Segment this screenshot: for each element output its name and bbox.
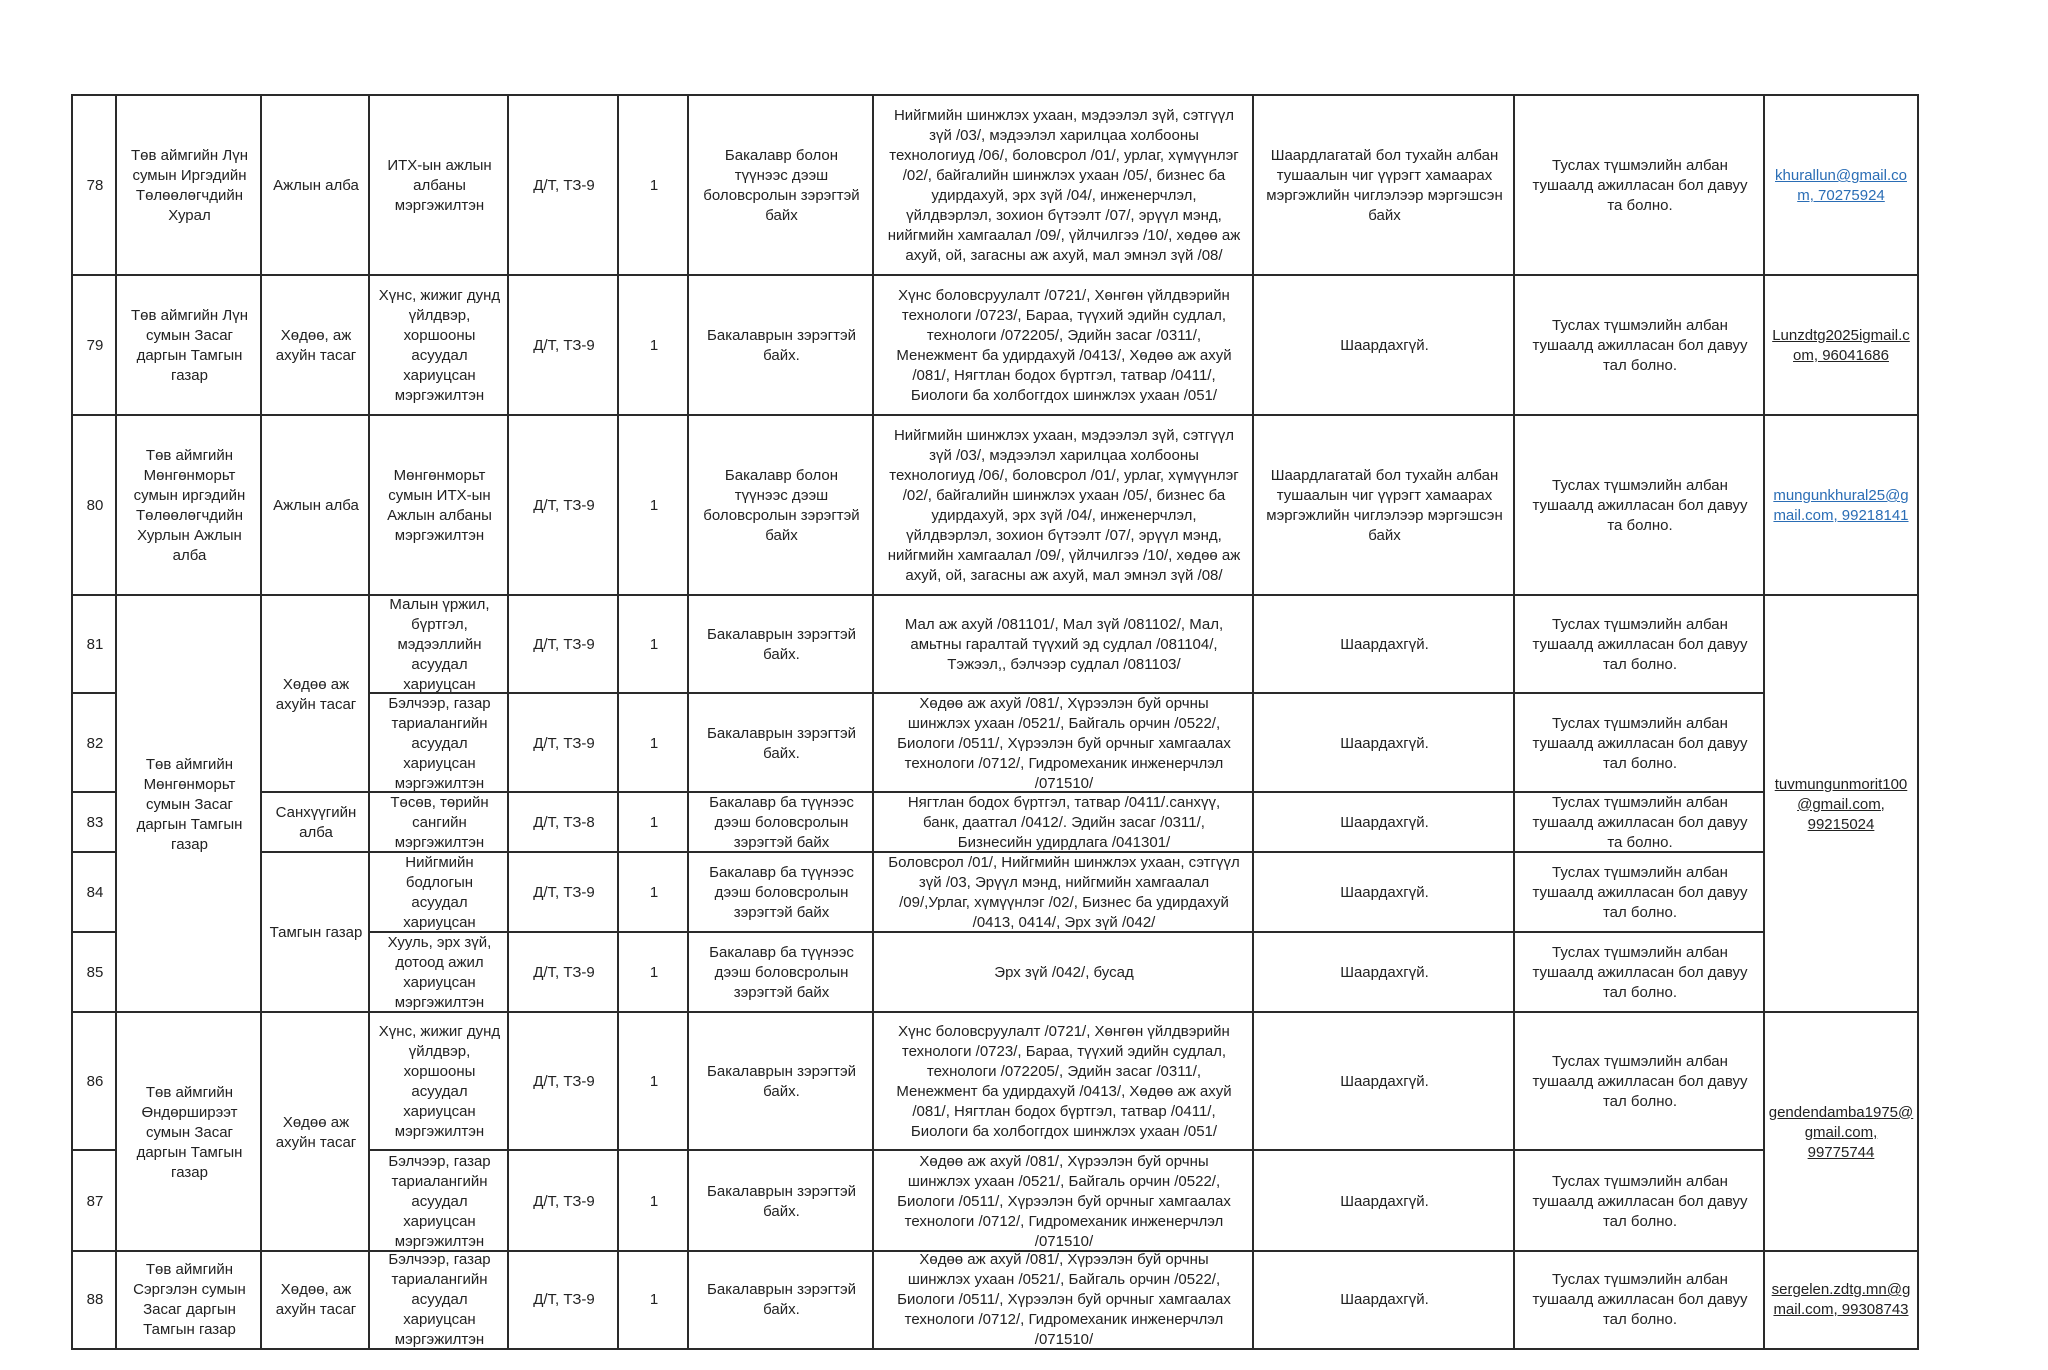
- education-text: Бакалаврын зэрэгтэй байх.: [707, 626, 856, 663]
- row-number-cell: [71, 1149, 117, 1252]
- experience-text-cell: [1513, 692, 1765, 793]
- rank-text: Д/Т, ТЗ-9: [533, 964, 595, 981]
- row-number-cell: [71, 1250, 117, 1350]
- experience-text: Туслах түшмэлийн албан тушаалд ажилласан бол давуу тал болно.: [1532, 864, 1748, 921]
- qualification-text-cell: [1252, 594, 1515, 694]
- rank-text-cell: [507, 791, 619, 853]
- unit-text: Санхүүгийн алба: [275, 804, 357, 841]
- unit-text-cell: [260, 1011, 370, 1252]
- qualification-text: Шаардахгүй.: [1340, 1291, 1429, 1308]
- education-text-cell: [687, 94, 874, 276]
- position-text-cell: [368, 274, 509, 416]
- row-number-cell: [71, 851, 117, 933]
- education-text-cell: [687, 274, 874, 416]
- profession-text: Хүнс боловсруулалт /0721/, Хөнгөн үйлдвэрийн технологи /0723/, Бараа, түүхий эдийн судлал, технологи /072205/, Эдийн засаг /0311/, Менежмент ба удирдахуй /0413/, Хөдөө аж ахуй /081/, Нягтлан бодох бүртгэл, татвар /0411/, Биологи ба холбоггдох шинжлэх ухаан /051/: [896, 287, 1232, 404]
- unit-text: Ажлын алба: [273, 177, 359, 194]
- position-text: Малын үржил, бүртгэл, мэдээллийн асуудал хариуцсан: [389, 596, 490, 693]
- qualification-text-cell: [1252, 414, 1515, 596]
- experience-text: Туслах түшмэлийн албан тушаалд ажилласан бол давуу тал болно.: [1532, 616, 1748, 673]
- profession-text: Хөдөө аж ахуй /081/, Хүрээлэн буй орчны шинжлэх ухаан /0521/, Байгаль орчин /0522/, Биологи /0511/, Хүрээлэн буй орчныг хамгаалах технологи /0712/, Гидромеханик инженерчлэл /071510/: [897, 1152, 1231, 1250]
- education-text: Бакалавр ба түүнээс дээш боловсролын зэрэгтэй байх: [709, 944, 854, 1001]
- experience-text-cell: [1513, 1250, 1765, 1350]
- unit-text-cell: [260, 851, 370, 1013]
- experience-text-cell: [1513, 274, 1765, 416]
- count-text: 1: [649, 964, 659, 981]
- position-text: Бэлчээр, газар тариалангийн асуудал хариуцсан мэргэжилтэн: [388, 694, 491, 792]
- position-text: Бэлчээр, газар тариалангийн асуудал хариуцсан мэргэжилтэн: [388, 1251, 491, 1348]
- org-text: Төв аймгийн Лүн сумын Засаг даргын Тамгын газар: [131, 307, 248, 384]
- profession-text-cell: [872, 1011, 1254, 1151]
- count-text: 1: [649, 337, 659, 354]
- position-text: Хууль, эрх зүй, дотоод ажил хариуцсан мэргэжилтэн: [387, 934, 492, 1011]
- rank-text: Д/Т, ТЗ-9: [533, 497, 595, 514]
- position-text: Нийгмийн бодлогын асуудал хариуцсан: [403, 854, 476, 931]
- row-number: 79: [86, 337, 104, 354]
- row-number: 80: [86, 497, 104, 514]
- qualification-text: Шаардахгүй.: [1340, 884, 1429, 901]
- count-text: 1: [649, 1291, 659, 1308]
- position-text-cell: [368, 414, 509, 596]
- education-text: Бакалаврын зэрэгтэй байх.: [707, 1281, 856, 1318]
- qualification-text: Шаардахгүй.: [1340, 337, 1429, 354]
- unit-text-cell: [260, 414, 370, 596]
- rank-text-cell: [507, 414, 619, 596]
- qualification-text-cell: [1252, 692, 1515, 793]
- unit-text: Хөдөө аж ахуйн тасаг: [275, 1113, 357, 1151]
- row-number-cell: [71, 414, 117, 596]
- count-text: 1: [649, 814, 659, 831]
- education-text-cell: [687, 414, 874, 596]
- row-number-cell: [71, 94, 117, 276]
- profession-text-cell: [872, 414, 1254, 596]
- position-text: Хүнс, жижиг дунд үйлдвэр, хоршооны асуудал хариуцсан мэргэжилтэн: [378, 287, 501, 404]
- org-text-cell: [115, 414, 262, 596]
- experience-text-cell: [1513, 1011, 1765, 1151]
- experience-text: Туслах түшмэлийн албан тушаалд ажилласан бол давуу тал болно.: [1532, 1271, 1748, 1328]
- org-text: Төв аймгийн Мөнгөнморьт сумын Засаг даргын Тамгын газар: [136, 755, 243, 853]
- rank-text: Д/Т, ТЗ-9: [533, 734, 595, 752]
- contact-text[interactable]: khurallun@gmail.co m, 70275924: [1775, 167, 1907, 204]
- experience-text: Туслах түшмэлийн албан тушаалд ажилласан бол давуу тал болно.: [1532, 1053, 1748, 1110]
- qualification-text: Шаардахгүй.: [1340, 964, 1429, 981]
- education-text: Бакалаврын зэрэгтэй байх.: [707, 327, 856, 364]
- contact-text[interactable]: sergelen.zdtg.mn@g mail.com, 99308743: [1771, 1281, 1911, 1318]
- count-text-cell: [617, 1011, 689, 1151]
- qualification-text-cell: [1252, 931, 1515, 1013]
- qualification-text: Шаардахгүй.: [1340, 1073, 1429, 1090]
- education-text-cell: [687, 1011, 874, 1151]
- profession-text: Эрх зүй /042/, бусад: [994, 964, 1134, 981]
- contact-text-cell: [1763, 414, 1919, 596]
- count-text: 1: [649, 497, 659, 514]
- position-text: ИТХ-ын ажлын албаны мэргэжилтэн: [387, 157, 492, 214]
- rank-text: Д/Т, ТЗ-9: [533, 1192, 595, 1210]
- experience-text-cell: [1513, 414, 1765, 596]
- rank-text: Д/Т, ТЗ-9: [533, 337, 595, 354]
- count-text: 1: [649, 1192, 659, 1210]
- qualification-text: Шаардахгүй.: [1340, 636, 1429, 653]
- experience-text: Туслах түшмэлийн албан тушаалд ажилласан бол давуу тал болно.: [1532, 944, 1748, 1001]
- qualification-text-cell: [1252, 274, 1515, 416]
- count-text: 1: [649, 1073, 659, 1090]
- row-number-cell: [71, 594, 117, 694]
- row-number: 83: [86, 814, 104, 831]
- experience-text-cell: [1513, 594, 1765, 694]
- unit-text-cell: [260, 594, 370, 793]
- contact-text[interactable]: gendendamba1975@ gmail.com, 99775744: [1768, 1103, 1914, 1161]
- rank-text: Д/Т, ТЗ-9: [533, 177, 595, 194]
- row-number-cell: [71, 692, 117, 793]
- org-text-cell: [115, 274, 262, 416]
- education-text-cell: [687, 692, 874, 793]
- count-text-cell: [617, 692, 689, 793]
- qualification-text: Шаардахгүй.: [1340, 1192, 1429, 1210]
- org-text-cell: [115, 594, 262, 1013]
- qualification-text-cell: [1252, 791, 1515, 853]
- count-text-cell: [617, 851, 689, 933]
- qualification-text-cell: [1252, 1250, 1515, 1350]
- profession-text-cell: [872, 94, 1254, 276]
- experience-text: Туслах түшмэлийн албан тушаалд ажилласан бол давуу та болно.: [1532, 157, 1748, 214]
- education-text-cell: [687, 1250, 874, 1350]
- count-text-cell: [617, 94, 689, 276]
- profession-text-cell: [872, 594, 1254, 694]
- row-number: 78: [86, 177, 104, 194]
- row-number-cell: [71, 1011, 117, 1151]
- experience-text-cell: [1513, 791, 1765, 853]
- unit-text: Хөдөө, аж ахуйн тасаг: [275, 327, 357, 364]
- unit-text-cell: [260, 791, 370, 853]
- row-number: 86: [86, 1073, 104, 1090]
- profession-text: Хөдөө аж ахуй /081/, Хүрээлэн буй орчны шинжлэх ухаан /0521/, Байгаль орчин /0522/, Биологи /0511/, Хүрээлэн буй орчныг хамгаалах технологи /0712/, Гидромеханик инженерчлэл /071510/: [897, 694, 1231, 792]
- unit-text: Хөдөө аж ахуйн тасаг: [275, 675, 357, 713]
- rank-text-cell: [507, 274, 619, 416]
- position-text: Бэлчээр, газар тариалангийн асуудал хариуцсан мэргэжилтэн: [388, 1152, 491, 1250]
- count-text: 1: [649, 734, 659, 752]
- experience-text-cell: [1513, 1149, 1765, 1252]
- position-text: Төсөв, төрийн сангийн мэргэжилтэн: [390, 794, 489, 851]
- row-number-cell: [71, 274, 117, 416]
- count-text-cell: [617, 791, 689, 853]
- profession-text: Нийгмийн шинжлэх ухаан, мэдээлэл зүй, сэтгүүл зүй /03/, мэдээлэл харилцаа холбооны технологиуд /06/, боловсрол /01/, урлаг, хүмүүнлэг /02/, байгалийн шинжлэх ухаан /05/, бизнес ба удирдахуй, эрх зүй /04/, инженерчлэл, үйлдвэрлэл, зохион бүтээлт /07/, эрүүл мэнд, нийгмийн хамгаалал /09/, үйлчилгээ /10/, хөдөө аж ахуй, ой, загасны аж ахуй, мал эмнэл зүй /08/: [887, 107, 1241, 264]
- rank-text-cell: [507, 1250, 619, 1350]
- position-text: Хүнс, жижиг дунд үйлдвэр, хоршооны асуудал хариуцсан мэргэжилтэн: [378, 1023, 501, 1140]
- qualification-text: Шаардахгүй.: [1340, 734, 1429, 752]
- qualification-text: Шаардахгүй.: [1340, 814, 1429, 831]
- profession-text-cell: [872, 851, 1254, 933]
- education-text: Бакалаврын зэрэгтэй байх.: [707, 1063, 856, 1100]
- experience-text: Туслах түшмэлийн албан тушаалд ажилласан бол давуу та болно.: [1532, 477, 1748, 534]
- count-text-cell: [617, 931, 689, 1013]
- org-text-cell: [115, 94, 262, 276]
- experience-text-cell: [1513, 851, 1765, 933]
- vacancy-table: [71, 94, 1919, 1350]
- education-text-cell: [687, 594, 874, 694]
- qualification-text-cell: [1252, 94, 1515, 276]
- experience-text: Туслах түшмэлийн албан тушаалд ажилласан бол давуу та болно.: [1532, 794, 1748, 851]
- education-text: Бакалавр болон түүнээс дээш боловсролын зэрэгтэй байх: [703, 467, 860, 544]
- rank-text: Д/Т, ТЗ-9: [533, 1073, 595, 1090]
- qualification-text-cell: [1252, 851, 1515, 933]
- count-text-cell: [617, 1250, 689, 1350]
- profession-text-cell: [872, 274, 1254, 416]
- profession-text: Мал аж ахуй /081101/, Мал зүй /081102/, Мал, амьтны гаралтай түүхий эд судлал /081104/, Тэжээл,, бэлчээр судлал /081103/: [904, 616, 1224, 673]
- contact-text[interactable]: mungunkhural25@g mail.com, 99218141: [1773, 487, 1909, 524]
- contact-text[interactable]: Lunzdtg2025igmail.c om, 96041686: [1772, 327, 1910, 364]
- profession-text: Хүнс боловсруулалт /0721/, Хөнгөн үйлдвэрийн технологи /0723/, Бараа, түүхий эдийн судлал, технологи /072205/, Эдийн засаг /0311/, Менежмент ба удирдахуй /0413/, Хөдөө аж ахуй /081/, Нягтлан бодох бүртгэл, татвар /0411/, Биологи ба холбоггдох шинжлэх ухаан /051/: [896, 1023, 1232, 1140]
- count-text-cell: [617, 1149, 689, 1252]
- row-number-cell: [71, 931, 117, 1013]
- row-number: 88: [86, 1291, 104, 1308]
- education-text-cell: [687, 931, 874, 1013]
- position-text-cell: [368, 594, 509, 694]
- position-text: Мөнгөнморьт сумын ИТХ-ын Ажлын албаны мэргэжилтэн: [387, 467, 492, 544]
- unit-text-cell: [260, 274, 370, 416]
- position-text-cell: [368, 1250, 509, 1350]
- experience-text-cell: [1513, 94, 1765, 276]
- education-text: Бакалавр ба түүнээс дээш боловсролын зэрэгтэй байх: [709, 794, 854, 851]
- contact-text-cell: [1763, 274, 1919, 416]
- profession-text: Нягтлан бодох бүртгэл, татвар /0411/.санхүү, банк, даатгал /0412/. Эдийн засаг /0311/, Бизнесийн удирдлага /041301/: [907, 794, 1221, 851]
- education-text-cell: [687, 851, 874, 933]
- org-text: Төв аймгийн Өндөрширээт сумын Засаг даргын Тамгын газар: [136, 1083, 243, 1181]
- count-text-cell: [617, 414, 689, 596]
- count-text-cell: [617, 274, 689, 416]
- qualification-text-cell: [1252, 1011, 1515, 1151]
- education-text-cell: [687, 1149, 874, 1252]
- position-text-cell: [368, 931, 509, 1013]
- row-number: 81: [86, 636, 104, 653]
- row-number: 85: [86, 964, 104, 981]
- row-number: 87: [86, 1192, 104, 1210]
- count-text-cell: [617, 594, 689, 694]
- rank-text-cell: [507, 1011, 619, 1151]
- profession-text: Хөдөө аж ахуй /081/, Хүрээлэн буй орчны шинжлэх ухаан /0521/, Байгаль орчин /0522/, Биологи /0511/, Хүрээлэн буй орчныг хамгаалах технологи /0712/, Гидромеханик инженерчлэл /071510/: [897, 1251, 1231, 1348]
- experience-text: Туслах түшмэлийн албан тушаалд ажилласан бол давуу тал болно.: [1532, 1172, 1748, 1230]
- profession-text: Боловсрол /01/, Нийгмийн шинжлэх ухаан, сэтгүүл зүй /03, Эрүүл мэнд, нийгмийн хамгаалал /09/,Урлаг, хүмүүнлэг /02/, Бизнес ба удирдахуй /0413, 0414/, Эрх зүй /042/: [888, 854, 1240, 931]
- count-text: 1: [649, 177, 659, 194]
- org-text: Төв аймгийн Сэргэлэн сумын Засаг даргын Тамгын газар: [133, 1261, 246, 1338]
- contact-text[interactable]: tuvmungunmorit100 @gmail.com, 99215024: [1774, 775, 1908, 833]
- row-number-cell: [71, 791, 117, 853]
- org-text-cell: [115, 1250, 262, 1350]
- unit-text: Тамгын газар: [269, 924, 363, 941]
- unit-text-cell: [260, 1250, 370, 1350]
- org-text: Төв аймгийн Мөнгөнморьт сумын иргэдийн Төлөөлөгчдийн Хурлын Ажлын алба: [133, 447, 246, 564]
- rank-text: Д/Т, ТЗ-9: [533, 1291, 595, 1308]
- experience-text-cell: [1513, 931, 1765, 1013]
- rank-text-cell: [507, 1149, 619, 1252]
- rank-text-cell: [507, 594, 619, 694]
- rank-text: Д/Т, ТЗ-8: [533, 814, 595, 831]
- education-text: Бакалавр болон түүнээс дээш боловсролын зэрэгтэй байх: [703, 147, 860, 224]
- count-text: 1: [649, 636, 659, 653]
- row-number: 84: [86, 884, 104, 901]
- position-text-cell: [368, 851, 509, 933]
- unit-text-cell: [260, 94, 370, 276]
- education-text-cell: [687, 791, 874, 853]
- education-text: Бакалаврын зэрэгтэй байх.: [707, 724, 856, 762]
- position-text-cell: [368, 1149, 509, 1252]
- contact-text-cell: [1763, 594, 1919, 1013]
- profession-text-cell: [872, 1250, 1254, 1350]
- position-text-cell: [368, 94, 509, 276]
- position-text-cell: [368, 1011, 509, 1151]
- org-text-cell: [115, 1011, 262, 1252]
- rank-text-cell: [507, 94, 619, 276]
- contact-text-cell: [1763, 1250, 1919, 1350]
- contact-text-cell: [1763, 1011, 1919, 1252]
- row-number: 82: [86, 734, 104, 752]
- profession-text-cell: [872, 791, 1254, 853]
- position-text-cell: [368, 692, 509, 793]
- experience-text: Туслах түшмэлийн албан тушаалд ажилласан бол давуу тал болно.: [1532, 317, 1748, 374]
- org-text: Төв аймгийн Лүн сумын Иргэдийн Төлөөлөгчдийн Хурал: [131, 147, 248, 224]
- experience-text: Туслах түшмэлийн албан тушаалд ажилласан бол давуу тал болно.: [1532, 714, 1748, 772]
- qualification-text: Шаардлагатай бол тухайн албан тушаалын чиг үүрэгт хамаарах мэргэжлийн чиглэлээр мэргэшсэн байх: [1266, 147, 1503, 224]
- education-text: Бакалавр ба түүнээс дээш боловсролын зэрэгтэй байх: [709, 864, 854, 921]
- position-text-cell: [368, 791, 509, 853]
- contact-text-cell: [1763, 94, 1919, 276]
- rank-text: Д/Т, ТЗ-9: [533, 884, 595, 901]
- unit-text: Ажлын алба: [273, 497, 359, 514]
- profession-text: Нийгмийн шинжлэх ухаан, мэдээлэл зүй, сэтгүүл зүй /03/, мэдээлэл харилцаа холбооны технологиуд /06/, боловсрол /01/, урлаг, хүмүүнлэг /02/, байгалийн шинжлэх ухаан /05/, бизнес ба удирдахуй, эрх зүй /04/, инженерчлэл, үйлдвэрлэл, зохион бүтээлт /07/, эрүүл мэнд, нийгмийн хамгаалал /09/, үйлчилгээ /10/, хөдөө аж ахуй, ой, загасны аж ахуй, мал эмнэл зүй /08/: [887, 427, 1241, 584]
- qualification-text: Шаардлагатай бол тухайн албан тушаалын чиг үүрэгт хамаарах мэргэжлийн чиглэлээр мэргэшсэн байх: [1266, 467, 1503, 544]
- profession-text-cell: [872, 692, 1254, 793]
- rank-text-cell: [507, 692, 619, 793]
- profession-text-cell: [872, 931, 1254, 1013]
- rank-text-cell: [507, 851, 619, 933]
- rank-text: Д/Т, ТЗ-9: [533, 636, 595, 653]
- rank-text-cell: [507, 931, 619, 1013]
- unit-text: Хөдөө, аж ахуйн тасаг: [275, 1281, 357, 1318]
- qualification-text-cell: [1252, 1149, 1515, 1252]
- education-text: Бакалаврын зэрэгтэй байх.: [707, 1182, 856, 1220]
- profession-text-cell: [872, 1149, 1254, 1252]
- count-text: 1: [649, 884, 659, 901]
